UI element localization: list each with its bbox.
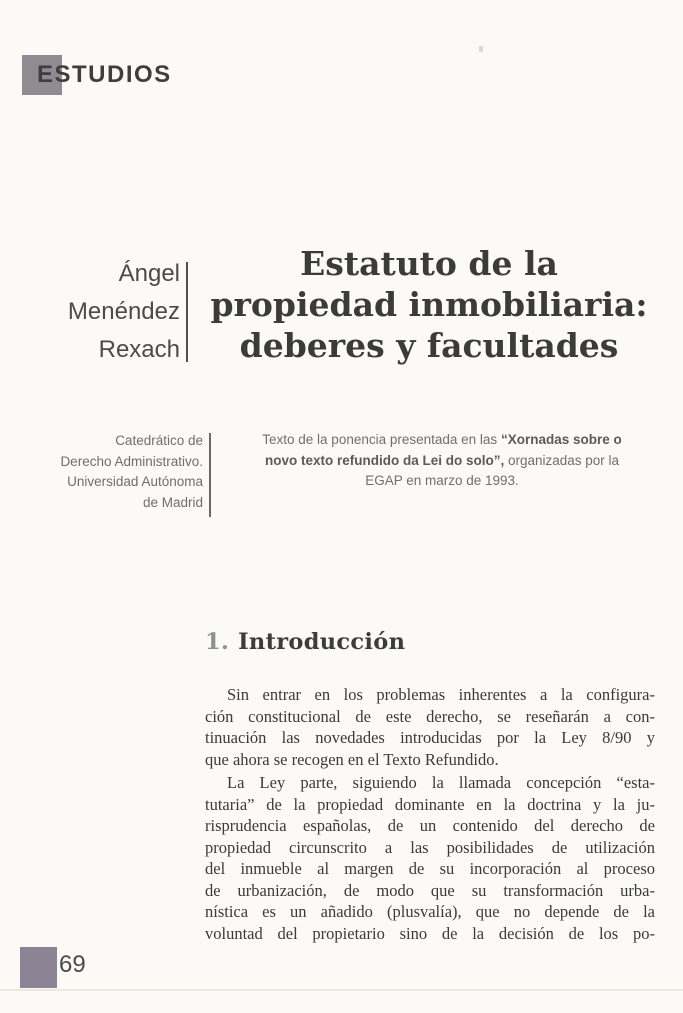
- author-title-divider: [186, 262, 188, 362]
- body-line: tutaria” de la propiedad dominante en la doctrina y la ju-: [205, 794, 655, 814]
- note-line: [243, 471, 641, 492]
- body-line: ción constitucional de este derecho, se reseñarán a con-: [205, 706, 655, 726]
- article-body: [205, 684, 655, 944]
- body-line: Sin entrar en los problemas inherentes a la configura-: [227, 685, 655, 704]
- affiliation-line: Catedrático de: [115, 433, 203, 448]
- affiliation-line: de Madrid: [142, 494, 203, 510]
- body-line: que ahora se recogen en el Texto Refundido.: [205, 749, 499, 769]
- affiliation-line: Universidad Autónoma: [67, 474, 203, 489]
- author-line: Ángel: [118, 260, 180, 287]
- page-bottom-rule: [0, 989, 683, 991]
- note-text: organizadas por la: [504, 452, 620, 468]
- section-label: ESTUDIOS: [37, 61, 172, 88]
- body-line: voluntad del propietario sino de la decisión de los po-: [205, 923, 655, 943]
- section-heading-title: Introducción: [238, 629, 406, 655]
- paragraph: [205, 772, 655, 944]
- article-title-line: Estatuto de la: [300, 244, 558, 283]
- presentation-note: [243, 430, 641, 492]
- affiliation-note-divider: [209, 433, 211, 517]
- body-line: de urbanización, de modo que su transformación urba-: [205, 880, 655, 900]
- author-name: [0, 255, 180, 369]
- body-line: risprudencia españolas, de un contenido del derecho de: [205, 816, 655, 835]
- article-title-line: propiedad inmobiliaria:: [210, 285, 648, 324]
- note-text: EGAP en marzo de 1993.: [365, 473, 519, 488]
- body-line: del inmueble al margen de su incorporación al proceso: [205, 859, 655, 878]
- author-line: Menéndez: [67, 298, 180, 325]
- body-line: propiedad circunscrito a las posibilidades de utilización: [205, 837, 655, 857]
- note-text: Texto de la ponencia presentada en las: [262, 432, 501, 447]
- paragraph: [205, 684, 655, 770]
- note-quoted-title: novo texto refundido da Lei do solo”,: [264, 452, 505, 468]
- article-title: [196, 243, 662, 366]
- section-heading: [205, 629, 405, 655]
- scan-artifact: [479, 46, 483, 52]
- body-line: nística es un añadido (plusvalía), que no depende de la: [205, 902, 655, 921]
- body-line: La Ley parte, siguiendo la llamada concepción “esta-: [227, 773, 655, 792]
- note-line: [243, 451, 641, 472]
- affiliation-line: Derecho Administrativo.: [60, 453, 203, 469]
- page-number: 69: [59, 951, 86, 978]
- body-line: tinuación las novedades introducidas por la Ley 8/90 y: [205, 728, 655, 747]
- note-quoted-title: “Xornadas sobre o: [500, 432, 622, 447]
- note-line: [243, 430, 641, 451]
- section-heading-number: 1.: [205, 629, 230, 655]
- article-title-line: deberes y facultades: [239, 326, 619, 365]
- author-affiliation: [0, 431, 203, 513]
- author-line: Rexach: [98, 336, 180, 363]
- page-number-accent-square: [20, 947, 57, 988]
